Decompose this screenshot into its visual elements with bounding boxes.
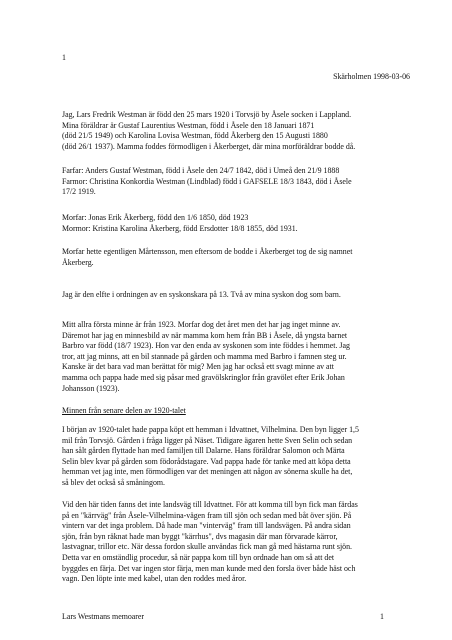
text-line: Jag är den elfte i ordningen av en syskonskara på 13. Två av mina syskon dog som barn. (62, 290, 341, 299)
text-line: Morfar hette egentligen Mårtensson, men eftersom de bodde i Åkerberget tog de sig namnet (62, 247, 353, 256)
text-line: byggdes en färja. Det var ingen stor färja, men man kunde med den forsla över både häst och (62, 563, 356, 573)
text-line: Mormor: Kristina Karolina Åkerberg, född Ersdotter 18/8 1855, död 1931. (62, 223, 298, 233)
text-line: lastvagnar, trillor etc. När dessa fordon skulle användas fick man gå med hästarna runt sjön. (62, 542, 353, 552)
footer-page-number: 1 (380, 612, 384, 621)
place-date: Skärholmen 1998-03-06 (333, 72, 410, 81)
text-line: Detta var en omständlig procedur, så när pappa kom till byn ordnade han om så att det (62, 552, 335, 562)
paragraph-homestead (62, 425, 402, 489)
footer-title: Lars Westmans memoarer (62, 612, 145, 621)
text-line: mamma och pappa hade med sig påsar med gravölskringlor från gravölet efter Erik Johan (62, 372, 345, 382)
text-line: så blev det också så småningom. (62, 477, 165, 487)
text-line: Johansson (1923). (62, 383, 120, 393)
page-number-top: 1 (62, 53, 66, 62)
paragraph-birth (62, 110, 402, 152)
text-line: Selin blev kvar på gården som födorådstagare. Vad pappa hade för tanke med att köpa detta (62, 456, 351, 466)
text-line: Farfar: Anders Gustaf Westman, född i Åsele den 24/7 1842, död i Umeå den 21/9 1888 (62, 166, 340, 175)
text-line: Barbro var född (18/7 1923). Hon var den enda av syskonen som inte föddes i hemmet. Jag (62, 341, 350, 351)
text-line: vagn. Den löpte inte med kabel, utan den roddes med åror. (62, 574, 247, 584)
text-line: hemman vet jag inte, men förmodligen var det meningen att någon av sönerna skulle ha det, (62, 467, 353, 477)
text-line: på en "kärrväg" från Åsele-Vilhelmina-vägen fram till sjön och sedan med båt över sjön. På (62, 510, 352, 520)
paragraph-paternal-grandparents (62, 166, 402, 198)
paragraph-first-memory (62, 320, 402, 394)
text-line: (död 21/5 1949) och Karolina Lovisa Westman, född Åkerberg den 15 Augusti 1880 (62, 131, 328, 141)
text-line: Jag, Lars Fredrik Westman är född den 25 mars 1920 i Torvsjö by Åsele socken i Lappland. (62, 110, 352, 119)
text-line: sjön, från byn räknat hade man byggt "kärrhus", dvs magasin där man förvarade kärror, (62, 531, 338, 541)
text-line: Däremot har jag en minnesbild av när mamma kom hem från BB i Åsele, då yngsta barnet (62, 330, 348, 340)
text-line: Vid den här tiden fanns det inte landsväg till Idvattnet. För att komma till byn fick man färdas (62, 500, 358, 509)
text-line: mil från Torvsjö. Gården i fråga ligger på Näset. Tidigare ägaren hette Sven Selin och sedan (62, 435, 353, 445)
text-line: I början av 1920-talet hade pappa köpt ett hemman i Idvattnet, Vilhelmina. Den byn ligger 1,5 (62, 425, 359, 434)
text-line: Morfar: Jonas Erik Åkerberg, född den 1/6 1850, död 1923 (62, 213, 249, 222)
text-line: han sålt gården flyttade han med familjen till Dalarne. Hans föräldrar Salomon och Märta (62, 446, 345, 456)
text-line: Åkerberg. (62, 257, 94, 267)
paragraph-siblings (62, 290, 402, 301)
text-line: (död 26/1 1937). Mamma foddes förmodligen i Åkerberget, där mina morföräldrar bodde då. (62, 141, 356, 151)
text-line: Farmor: Christina Konkordia Westman (Lindblad) född i GAFSELE 18/3 1843, död i Åsele (62, 176, 352, 186)
paragraph-ferry (62, 500, 402, 585)
text-line: tror, att jag minns, att en bil stannade på gården och mamma med Barbro i famnen steg ur. (62, 351, 347, 361)
text-line: Mitt allra första minne är från 1923. Morfar dog det året men det har jag inget minne av. (62, 320, 341, 329)
paragraph-maternal-grandparents (62, 213, 402, 234)
text-line: Mina föräldrar är Gustaf Laurentius Westman, född i Åsele den 18 Januari 1871 (62, 120, 315, 130)
section-heading: Minnen från senare delen av 1920-talet (62, 406, 186, 415)
paragraph-surname (62, 247, 402, 268)
text-line: Kanske är det bara vad man berättat för mig? Men jag har också ett svagt minne av att (62, 362, 334, 372)
text-line: vintern var det inga problem. Då hade man "vinterväg" fram till landsvägen. På andra sidan (62, 521, 351, 531)
text-line: 17/2 1919. (62, 187, 96, 197)
